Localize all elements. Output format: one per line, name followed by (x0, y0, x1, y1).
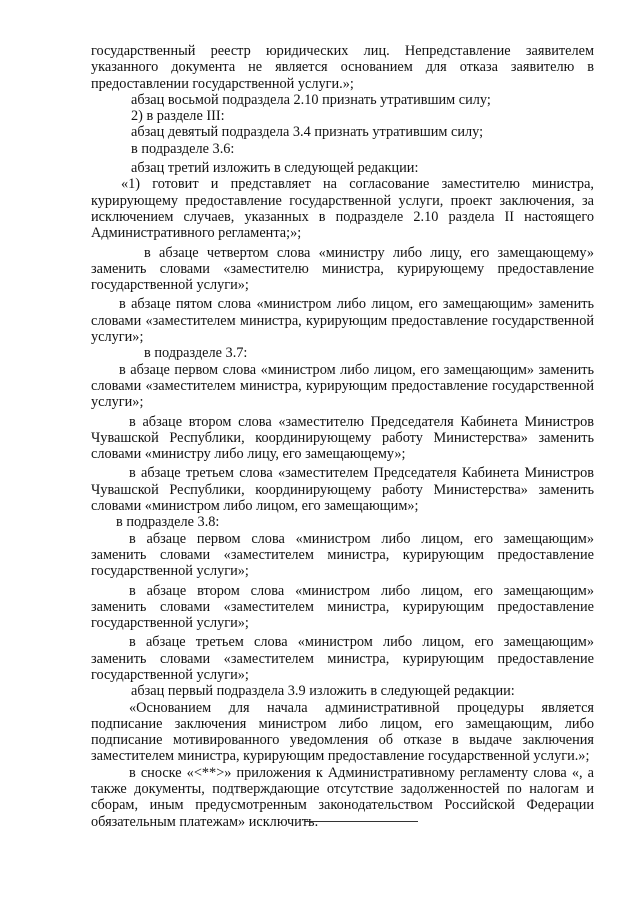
paragraph: в сноске «<**>» приложения к Административному регламенту слова «, а также документы, подтверждающие отсутствие задолженностей по налогам и сборам, иным предусмотренным законодательством Российской Федерации обязательным платежам» исключить. (91, 764, 594, 830)
paragraph: государственный реестр юридических лиц. Непредставление заявителем указанного документа не является основанием для отказа заявителю в предоставлении государственной услуги.»; (91, 43, 594, 92)
paragraph: абзац первый подраздела 3.9 изложить в следующей редакции: (131, 683, 515, 700)
paragraph: в подразделе 3.8: (116, 514, 220, 531)
paragraph: в подразделе 3.6: (131, 140, 235, 157)
paragraph: в абзаце четвертом слова «министру либо лицу, его замещающему» заменить словами «заместителю министра, курирующему предоставление государственной услуги»; (91, 244, 594, 294)
paragraph: в абзаце втором слова «заместителю Председателя Кабинета Министров Чувашской Республики, координирующему работу Министерства» заменить словами «министру либо лицу, его замещающему»; (91, 413, 594, 463)
paragraph: в абзаце первом слова «министром либо лицом, его замещающим» заменить словами «заместителем министра, курирующим предоставление государственной услуги»; (91, 530, 594, 580)
paragraph: в абзаце третьем слова «министром либо лицом, его замещающим» заменить словами «заместителем министра, курирующим предоставление государственной услуги»; (91, 634, 594, 683)
paragraph: абзац восьмой подраздела 2.10 признать утратившим силу; (131, 91, 491, 108)
paragraph: в абзаце втором слова «министром либо лицом, его замещающим» заменить словами «заместителем министра, курирующим предоставление государственной услуги»; (91, 582, 594, 632)
paragraph: абзац третий изложить в следующей редакции: (131, 160, 419, 177)
paragraph: «1) готовит и представляет на согласование заместителю министра, курирующему предоставление государственной услуги, проект заключения, за исключением случаев, указанных в подразделе 2.10 раздела II настоящего Административного регламента;»; (91, 176, 594, 242)
paragraph: в абзаце пятом слова «министром либо лицом, его замещающим» заменить словами «заместителем министра, курирующим предоставление государственной услуги»; (91, 296, 594, 346)
paragraph: абзац девятый подраздела 3.4 признать утратившим силу; (131, 124, 484, 141)
paragraph: в подразделе 3.7: (144, 345, 248, 362)
document-page (91, 43, 594, 830)
paragraph: 2) в разделе III: (131, 108, 225, 125)
paragraph: в абзаце третьем слова «заместителем Председателя Кабинета Министров Чувашской Республики, координирующему работу Министерства» заменить словами «министром либо лицом, его замещающим»; (91, 465, 594, 515)
end-separator-line (304, 821, 418, 822)
paragraph: в абзаце первом слова «министром либо лицом, его замещающим» заменить словами «заместителем министра, курирующим предоставление государственной услуги»; (91, 361, 594, 411)
paragraph: «Основанием для начала административной процедуры является подписание заключения министром либо лицом, его замещающим, либо подписание мотивированного уведомления об отказе в выдаче заключения заместителем министра, курирующим предоставление государственной услуги.»; (91, 699, 594, 765)
